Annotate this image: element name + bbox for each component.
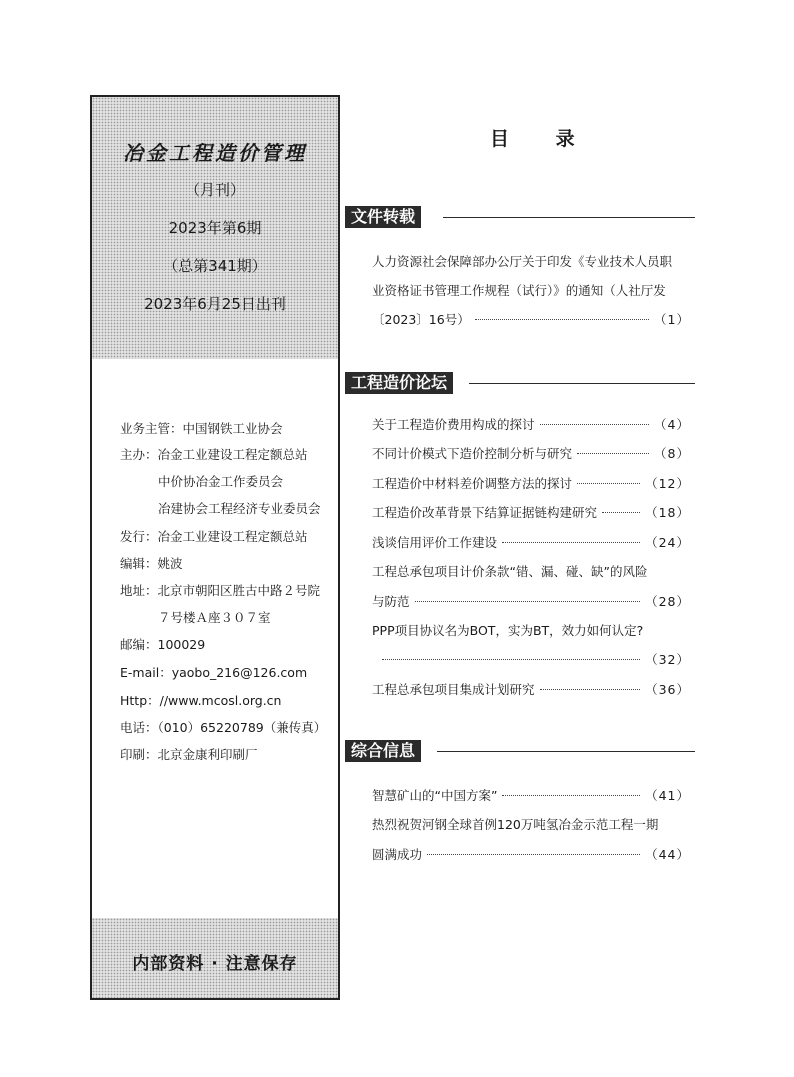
info-line: 主办：冶金工业建设工程定额总站 bbox=[120, 447, 308, 462]
page-number: （28） bbox=[645, 594, 690, 609]
page-number: （4） bbox=[654, 417, 690, 432]
dot-leader bbox=[540, 689, 641, 690]
toc-entry-line[interactable]: 工程总承包项目计价条款“错、漏、碰、缺”的风险 bbox=[372, 564, 648, 579]
toc-entry-line[interactable]: 热烈祝贺河钢全球首例120万吨氢冶金示范工程一期 bbox=[372, 817, 659, 832]
toc-entry-title: 智慧矿山的“中国方案” bbox=[372, 788, 498, 803]
toc-entry[interactable] bbox=[372, 592, 690, 612]
page-number: （36） bbox=[645, 682, 690, 697]
page-number: （12） bbox=[645, 476, 690, 491]
page-number: （8） bbox=[654, 446, 690, 461]
info-line: 发行：冶金工业建设工程定额总站 bbox=[120, 529, 308, 544]
info-line: E-mail：yaobo_216@126.com bbox=[120, 665, 308, 680]
page-number: （32） bbox=[645, 652, 690, 667]
section-rule bbox=[469, 383, 695, 384]
total-issue-number: （总第341期） bbox=[163, 257, 267, 275]
toc-entry[interactable] bbox=[372, 474, 690, 494]
internal-notice: 内部资料 · 注意保存 bbox=[132, 954, 298, 974]
section-label: 综合信息 bbox=[345, 740, 421, 762]
masthead-block bbox=[92, 97, 338, 359]
frequency: （月刊） bbox=[184, 181, 245, 199]
toc-entry[interactable] bbox=[372, 533, 690, 553]
toc-entry-title: 不同计价模式下造价控制分析与研究 bbox=[372, 446, 573, 461]
toc-entry-title: 浅谈信用评价工作建设 bbox=[372, 535, 498, 550]
page-number: （41） bbox=[645, 788, 690, 803]
toc-entry[interactable] bbox=[372, 503, 690, 523]
toc-entry-line[interactable]: 业资格证书管理工作规程（试行）》的通知（人社厅发 bbox=[372, 283, 666, 298]
toc-title: 目 录 bbox=[490, 128, 595, 150]
issue-number: 2023年第6期 bbox=[168, 219, 262, 237]
notice-block bbox=[92, 918, 338, 998]
dot-leader bbox=[427, 854, 640, 855]
toc-entry-title: 工程造价中材料差价调整方法的探讨 bbox=[372, 476, 573, 491]
toc-entry[interactable] bbox=[372, 680, 690, 700]
toc-entry-title: 关于工程造价费用构成的探讨 bbox=[372, 417, 535, 432]
dot-leader bbox=[577, 453, 649, 454]
dot-leader bbox=[502, 542, 640, 543]
page-number: （18） bbox=[645, 505, 690, 520]
info-line: 邮编：100029 bbox=[120, 637, 206, 652]
dot-leader bbox=[577, 483, 640, 484]
journal-title: 冶金工程造价管理 bbox=[123, 141, 307, 165]
section-rule bbox=[437, 751, 695, 752]
info-line: 中价协冶金工作委员会 bbox=[158, 474, 284, 489]
info-line: 地址：北京市朝阳区胜古中路２号院 bbox=[120, 583, 321, 598]
section-label: 文件转载 bbox=[345, 206, 421, 228]
toc-entry[interactable] bbox=[372, 650, 690, 670]
section-label: 工程造价论坛 bbox=[345, 372, 453, 394]
dot-leader bbox=[415, 601, 641, 602]
dot-leader bbox=[602, 512, 640, 513]
toc-entry[interactable] bbox=[372, 845, 690, 865]
publish-date: 2023年6月25日出刊 bbox=[144, 295, 286, 313]
toc-entry[interactable] bbox=[372, 415, 690, 435]
toc-entry-title: 与防范 bbox=[372, 594, 410, 609]
toc-entry-title: 圆满成功 bbox=[372, 847, 423, 862]
toc-entry-title: 〔2023〕16号） bbox=[372, 312, 470, 327]
info-line: 冶建协会工程经济专业委员会 bbox=[158, 501, 321, 516]
page-number: （44） bbox=[645, 847, 690, 862]
toc-entry-title: 工程总承包项目集成计划研究 bbox=[372, 682, 535, 697]
dot-leader bbox=[475, 319, 649, 320]
toc-entry-title: 工程造价改革背景下结算证据链构建研究 bbox=[372, 505, 598, 520]
info-line: Http：//www.mcosl.org.cn bbox=[120, 693, 282, 708]
dot-leader bbox=[502, 795, 640, 796]
toc-entry-line[interactable]: PPP项目协议名为BOT，实为BT，效力如何认定? bbox=[372, 623, 644, 638]
section-rule bbox=[443, 217, 695, 218]
toc-entry[interactable] bbox=[372, 786, 690, 806]
toc-entry[interactable] bbox=[372, 444, 690, 464]
info-line: 编辑：姚波 bbox=[120, 556, 183, 571]
dot-leader bbox=[540, 424, 650, 425]
info-line: ７号楼Ａ座３０７室 bbox=[158, 610, 271, 625]
info-line: 印刷：北京金康利印刷厂 bbox=[120, 747, 258, 762]
page-number: （1） bbox=[654, 312, 690, 327]
info-line: 业务主管：中国钢铁工业协会 bbox=[120, 421, 283, 436]
toc-entry[interactable] bbox=[372, 310, 690, 330]
dot-leader bbox=[382, 659, 640, 660]
info-line: 电话：（010）65220789（兼传真） bbox=[120, 720, 327, 735]
toc-entry-line[interactable]: 人力资源社会保障部办公厅关于印发《专业技术人员职 bbox=[372, 254, 673, 269]
journal-info-panel bbox=[90, 95, 340, 1000]
page-number: （24） bbox=[645, 535, 690, 550]
